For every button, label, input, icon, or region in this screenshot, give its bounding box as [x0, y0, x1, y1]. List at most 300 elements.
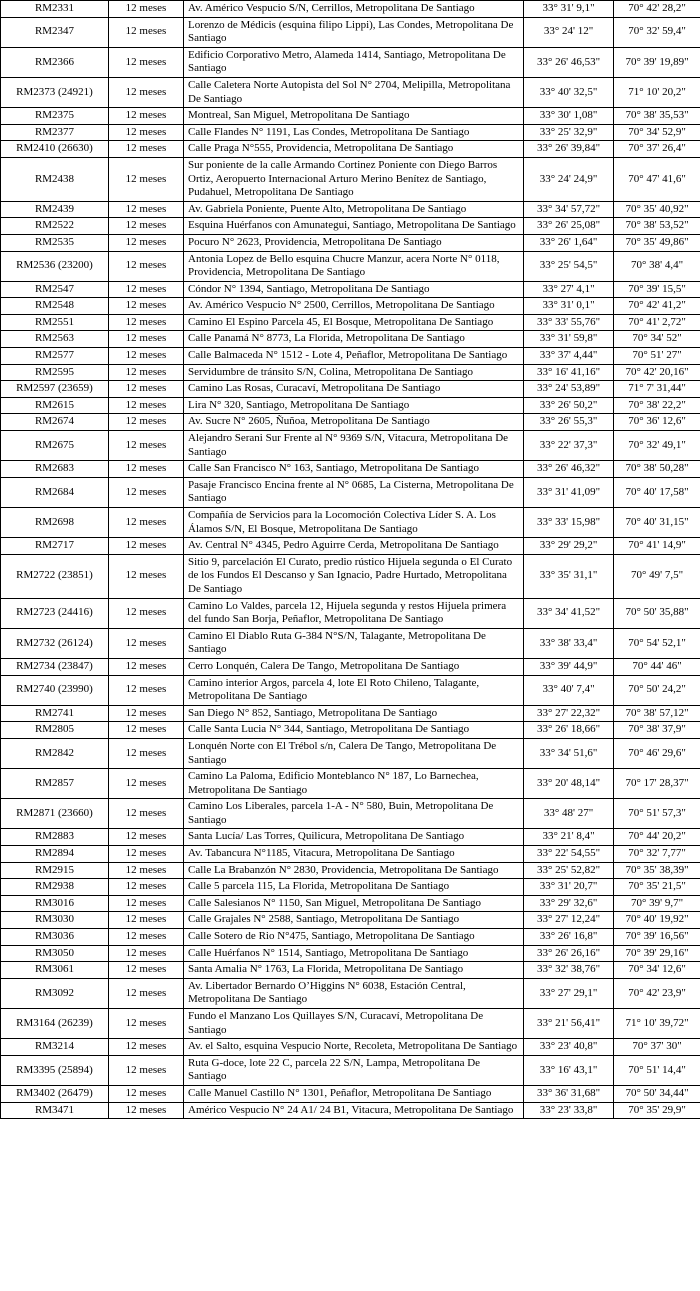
cell-latitude: 33° 31' 59,8" — [524, 331, 614, 348]
cell-duration: 12 meses — [109, 108, 184, 125]
cell-latitude: 33° 29' 32,6" — [524, 895, 614, 912]
cell-station-id: RM3164 (26239) — [1, 1009, 109, 1039]
cell-station-id: RM2842 — [1, 738, 109, 768]
cell-station-id: RM2347 — [1, 17, 109, 47]
cell-address: Santa Lucía/ Las Torres, Quilicura, Metropolitana De Santiago — [184, 829, 524, 846]
cell-latitude: 33° 26' 25,08" — [524, 218, 614, 235]
cell-longitude: 70° 41' 14,9" — [614, 538, 700, 555]
cell-longitude: 70° 38' 57,12" — [614, 705, 700, 722]
cell-station-id: RM2857 — [1, 769, 109, 799]
cell-station-id: RM3036 — [1, 929, 109, 946]
table-row — [1, 348, 700, 365]
cell-longitude: 70° 37' 26,4" — [614, 141, 700, 158]
cell-duration: 12 meses — [109, 846, 184, 863]
cell-address: Calle La Brabanzón N° 2830, Providencia, Metropolitana De Santiago — [184, 862, 524, 879]
cell-duration: 12 meses — [109, 598, 184, 628]
cell-longitude: 70° 35' 21,5" — [614, 879, 700, 896]
cell-longitude: 70° 35' 40,92" — [614, 201, 700, 218]
cell-station-id: RM2548 — [1, 298, 109, 315]
cell-duration: 12 meses — [109, 431, 184, 461]
table-row — [1, 628, 700, 658]
table-row — [1, 414, 700, 431]
cell-address: Calle 5 parcela 115, La Florida, Metropolitana De Santiago — [184, 879, 524, 896]
cell-station-id: RM2522 — [1, 218, 109, 235]
cell-duration: 12 meses — [109, 658, 184, 675]
table-row — [1, 675, 700, 705]
table-row — [1, 298, 700, 315]
table-row — [1, 846, 700, 863]
cell-longitude: 70° 34' 52" — [614, 331, 700, 348]
table-row — [1, 1039, 700, 1056]
table-row — [1, 251, 700, 281]
cell-station-id: RM2597 (23659) — [1, 381, 109, 398]
cell-duration: 12 meses — [109, 281, 184, 298]
cell-station-id: RM2438 — [1, 157, 109, 201]
table-row — [1, 1102, 700, 1119]
cell-duration: 12 meses — [109, 331, 184, 348]
table-row — [1, 477, 700, 507]
cell-latitude: 33° 26' 46,53" — [524, 47, 614, 77]
cell-address: Calle Sotero de Rio N°475, Santiago, Metropolitana De Santiago — [184, 929, 524, 946]
table-row — [1, 124, 700, 141]
cell-station-id: RM2722 (23851) — [1, 554, 109, 598]
cell-latitude: 33° 23' 33,8" — [524, 1102, 614, 1119]
cell-latitude: 33° 27' 29,1" — [524, 978, 614, 1008]
cell-longitude: 70° 38' 4,4" — [614, 251, 700, 281]
cell-latitude: 33° 21' 56,41" — [524, 1009, 614, 1039]
cell-latitude: 33° 34' 41,52" — [524, 598, 614, 628]
cell-duration: 12 meses — [109, 348, 184, 365]
cell-duration: 12 meses — [109, 929, 184, 946]
cell-duration: 12 meses — [109, 17, 184, 47]
cell-address: Sur poniente de la calle Armando Cortinez Poniente con Diego Barros Ortiz, Aeropuerto Internacional Arturo Merino Benítez de Santiago, Pudahuel, Metropolitana De Santiago — [184, 157, 524, 201]
cell-address: Av. Tabancura N°1185, Vitacura, Metropolitana De Santiago — [184, 846, 524, 863]
table-row — [1, 1009, 700, 1039]
cell-duration: 12 meses — [109, 554, 184, 598]
cell-latitude: 33° 34' 51,6" — [524, 738, 614, 768]
cell-duration: 12 meses — [109, 1055, 184, 1085]
cell-longitude: 70° 42' 28,2" — [614, 1, 700, 18]
cell-longitude: 70° 38' 50,28" — [614, 461, 700, 478]
cell-station-id: RM2439 — [1, 201, 109, 218]
cell-address: Av. Gabriela Poniente, Puente Alto, Metropolitana De Santiago — [184, 201, 524, 218]
cell-latitude: 33° 26' 26,16" — [524, 945, 614, 962]
table-row — [1, 364, 700, 381]
cell-duration: 12 meses — [109, 705, 184, 722]
table-row — [1, 879, 700, 896]
table-row — [1, 554, 700, 598]
cell-longitude: 70° 49' 7,5" — [614, 554, 700, 598]
table-row — [1, 962, 700, 979]
table-row — [1, 431, 700, 461]
cell-longitude: 70° 34' 12,6" — [614, 962, 700, 979]
cell-duration: 12 meses — [109, 234, 184, 251]
cell-duration: 12 meses — [109, 218, 184, 235]
cell-address: Lonquén Norte con El Trébol s/n, Calera De Tango, Metropolitana De Santiago — [184, 738, 524, 768]
cell-station-id: RM2894 — [1, 846, 109, 863]
cell-station-id: RM2536 (23200) — [1, 251, 109, 281]
cell-latitude: 33° 26' 46,32" — [524, 461, 614, 478]
cell-longitude: 70° 35' 38,39" — [614, 862, 700, 879]
cell-latitude: 33° 20' 48,14" — [524, 769, 614, 799]
table-row — [1, 201, 700, 218]
table-row — [1, 1, 700, 18]
cell-station-id: RM2410 (26630) — [1, 141, 109, 158]
cell-station-id: RM3061 — [1, 962, 109, 979]
cell-longitude: 70° 40' 17,58" — [614, 477, 700, 507]
cell-longitude: 70° 38' 37,9" — [614, 722, 700, 739]
cell-latitude: 33° 29' 29,2" — [524, 538, 614, 555]
cell-station-id: RM2595 — [1, 364, 109, 381]
table-body — [1, 1, 700, 1119]
table-row — [1, 47, 700, 77]
cell-longitude: 70° 44' 46" — [614, 658, 700, 675]
cell-duration: 12 meses — [109, 381, 184, 398]
cell-station-id: RM2717 — [1, 538, 109, 555]
cell-latitude: 33° 26' 39,84" — [524, 141, 614, 158]
cell-duration: 12 meses — [109, 829, 184, 846]
cell-address: Montreal, San Miguel, Metropolitana De Santiago — [184, 108, 524, 125]
cell-longitude: 70° 54' 52,1" — [614, 628, 700, 658]
cell-station-id: RM2674 — [1, 414, 109, 431]
cell-address: Calle Balmaceda N° 1512 - Lote 4, Peñaflor, Metropolitana De Santiago — [184, 348, 524, 365]
cell-duration: 12 meses — [109, 738, 184, 768]
table-row — [1, 461, 700, 478]
cell-duration: 12 meses — [109, 298, 184, 315]
cell-station-id: RM3402 (26479) — [1, 1085, 109, 1102]
table-row — [1, 281, 700, 298]
cell-station-id: RM2883 — [1, 829, 109, 846]
table-row — [1, 508, 700, 538]
cell-latitude: 33° 24' 53,89" — [524, 381, 614, 398]
cell-latitude: 33° 31' 9,1" — [524, 1, 614, 18]
table-row — [1, 705, 700, 722]
cell-latitude: 33° 16' 41,16" — [524, 364, 614, 381]
cell-latitude: 33° 26' 18,66" — [524, 722, 614, 739]
cell-station-id: RM2675 — [1, 431, 109, 461]
cell-station-id: RM2375 — [1, 108, 109, 125]
cell-longitude: 70° 35' 49,86" — [614, 234, 700, 251]
cell-duration: 12 meses — [109, 397, 184, 414]
table-row — [1, 862, 700, 879]
cell-address: Américo Vespucio N° 24 A1/ 24 B1, Vitacura, Metropolitana De Santiago — [184, 1102, 524, 1119]
cell-duration: 12 meses — [109, 1085, 184, 1102]
cell-duration: 12 meses — [109, 945, 184, 962]
cell-station-id: RM2740 (23990) — [1, 675, 109, 705]
cell-duration: 12 meses — [109, 722, 184, 739]
cell-longitude: 70° 32' 59,4" — [614, 17, 700, 47]
cell-address: Sitio 9, parcelación El Curato, predio rústico Hijuela segunda o El Curato de los Fundos El Descanso y San Ignacio, Padre Hurtado, Metropolitana De Santiago — [184, 554, 524, 598]
table-row — [1, 1055, 700, 1085]
cell-address: Lorenzo de Médicis (esquina filipo Lippi), Las Condes, Metropolitana De Santiago — [184, 17, 524, 47]
cell-latitude: 33° 37' 4,44" — [524, 348, 614, 365]
cell-address: Calle Flandes N° 1191, Las Condes, Metropolitana De Santiago — [184, 124, 524, 141]
cell-longitude: 70° 39' 16,56" — [614, 929, 700, 946]
cell-address: Calle Santa Lucia N° 344, Santiago, Metropolitana De Santiago — [184, 722, 524, 739]
cell-address: Av. Libertador Bernardo O’Higgins N° 6038, Estación Central, Metropolitana De Santiago — [184, 978, 524, 1008]
cell-latitude: 33° 30' 1,08" — [524, 108, 614, 125]
cell-longitude: 70° 17' 28,37" — [614, 769, 700, 799]
cell-longitude: 70° 50' 35,88" — [614, 598, 700, 628]
cell-address: Servidumbre de tránsito S/N, Colina, Metropolitana De Santiago — [184, 364, 524, 381]
cell-latitude: 33° 22' 54,55" — [524, 846, 614, 863]
cell-latitude: 33° 22' 37,3" — [524, 431, 614, 461]
table-row — [1, 929, 700, 946]
cell-latitude: 33° 27' 4,1" — [524, 281, 614, 298]
cell-address: Calle Huérfanos N° 1514, Santiago, Metropolitana De Santiago — [184, 945, 524, 962]
cell-longitude: 70° 40' 19,92" — [614, 912, 700, 929]
cell-address: Calle Panamá N° 8773, La Florida, Metropolitana De Santiago — [184, 331, 524, 348]
cell-longitude: 71° 7' 31,44" — [614, 381, 700, 398]
cell-latitude: 33° 24' 12" — [524, 17, 614, 47]
cell-address: Av. Américo Vespucio S/N, Cerrillos, Metropolitana De Santiago — [184, 1, 524, 18]
table-row — [1, 397, 700, 414]
table-row — [1, 17, 700, 47]
cell-longitude: 70° 42' 41,2" — [614, 298, 700, 315]
cell-duration: 12 meses — [109, 314, 184, 331]
cell-longitude: 70° 36' 12,6" — [614, 414, 700, 431]
cell-duration: 12 meses — [109, 201, 184, 218]
cell-latitude: 33° 36' 31,68" — [524, 1085, 614, 1102]
table-row — [1, 799, 700, 829]
cell-duration: 12 meses — [109, 628, 184, 658]
cell-latitude: 33° 24' 24,9" — [524, 157, 614, 201]
cell-address: Calle Praga N°555, Providencia, Metropolitana De Santiago — [184, 141, 524, 158]
cell-longitude: 70° 39' 19,89" — [614, 47, 700, 77]
cell-latitude: 33° 26' 50,2" — [524, 397, 614, 414]
cell-station-id: RM2684 — [1, 477, 109, 507]
cell-station-id: RM2732 (26124) — [1, 628, 109, 658]
table-row — [1, 141, 700, 158]
cell-address: Calle Manuel Castillo N° 1301, Peñaflor, Metropolitana De Santiago — [184, 1085, 524, 1102]
cell-station-id: RM3214 — [1, 1039, 109, 1056]
cell-address: Calle Caletera Norte Autopista del Sol N° 2704, Melipilla, Metropolitana De Santiago — [184, 77, 524, 107]
cell-duration: 12 meses — [109, 77, 184, 107]
table-row — [1, 234, 700, 251]
cell-latitude: 33° 32' 38,76" — [524, 962, 614, 979]
cell-longitude: 70° 44' 20,2" — [614, 829, 700, 846]
cell-latitude: 33° 25' 32,9" — [524, 124, 614, 141]
cell-address: Av. Central N° 4345, Pedro Aguirre Cerda, Metropolitana De Santiago — [184, 538, 524, 555]
cell-latitude: 33° 25' 52,82" — [524, 862, 614, 879]
cell-duration: 12 meses — [109, 124, 184, 141]
cell-address: Camino El Diablo Ruta G-384 N°S/N, Talagante, Metropolitana De Santiago — [184, 628, 524, 658]
cell-address: Av. el Salto, esquina Vespucio Norte, Recoleta, Metropolitana De Santiago — [184, 1039, 524, 1056]
cell-station-id: RM2683 — [1, 461, 109, 478]
cell-latitude: 33° 31' 0,1" — [524, 298, 614, 315]
cell-longitude: 70° 51' 57,3" — [614, 799, 700, 829]
cell-address: Calle Grajales N° 2588, Santiago, Metropolitana De Santiago — [184, 912, 524, 929]
cell-latitude: 33° 27' 12,24" — [524, 912, 614, 929]
cell-address: Cerro Lonquén, Calera De Tango, Metropolitana De Santiago — [184, 658, 524, 675]
cell-duration: 12 meses — [109, 1039, 184, 1056]
cell-longitude: 70° 35' 29,9" — [614, 1102, 700, 1119]
cell-longitude: 70° 34' 52,9" — [614, 124, 700, 141]
cell-duration: 12 meses — [109, 461, 184, 478]
cell-station-id: RM2331 — [1, 1, 109, 18]
cell-station-id: RM2698 — [1, 508, 109, 538]
cell-longitude: 70° 42' 20,16" — [614, 364, 700, 381]
cell-duration: 12 meses — [109, 538, 184, 555]
cell-latitude: 33° 23' 40,8" — [524, 1039, 614, 1056]
cell-address: Ruta G-doce, lote 22 C, parcela 22 S/N, Lampa, Metropolitana De Santiago — [184, 1055, 524, 1085]
cell-duration: 12 meses — [109, 675, 184, 705]
cell-latitude: 33° 26' 55,3" — [524, 414, 614, 431]
cell-station-id: RM3395 (25894) — [1, 1055, 109, 1085]
table-row — [1, 769, 700, 799]
table-row — [1, 945, 700, 962]
cell-station-id: RM2871 (23660) — [1, 799, 109, 829]
cell-duration: 12 meses — [109, 251, 184, 281]
cell-station-id: RM2615 — [1, 397, 109, 414]
cell-duration: 12 meses — [109, 769, 184, 799]
table-row — [1, 314, 700, 331]
cell-address: Pocuro N° 2623, Providencia, Metropolitana De Santiago — [184, 234, 524, 251]
cell-duration: 12 meses — [109, 1, 184, 18]
cell-longitude: 70° 42' 23,9" — [614, 978, 700, 1008]
cell-longitude: 70° 32' 7,77" — [614, 846, 700, 863]
cell-latitude: 33° 31' 20,7" — [524, 879, 614, 896]
table-row — [1, 108, 700, 125]
cell-address: Camino Lo Valdes, parcela 12, Hijuela segunda y restos Hijuela primera del fundo San Borja, Peñaflor, Metropolitana De Santiago — [184, 598, 524, 628]
cell-address: Calle Salesianos N° 1150, San Miguel, Metropolitana De Santiago — [184, 895, 524, 912]
table-row — [1, 658, 700, 675]
cell-latitude: 33° 26' 16,8" — [524, 929, 614, 946]
cell-station-id: RM2373 (24921) — [1, 77, 109, 107]
cell-longitude: 70° 38' 53,52" — [614, 218, 700, 235]
cell-station-id: RM2938 — [1, 879, 109, 896]
table-row — [1, 912, 700, 929]
cell-duration: 12 meses — [109, 477, 184, 507]
table-row — [1, 1085, 700, 1102]
cell-longitude: 70° 37' 30" — [614, 1039, 700, 1056]
cell-duration: 12 meses — [109, 912, 184, 929]
cell-address: Camino La Paloma, Edificio Monteblanco N° 187, Lo Barnechea, Metropolitana De Santiago — [184, 769, 524, 799]
cell-address: Av. Sucre N° 2605, Ñuñoa, Metropolitana De Santiago — [184, 414, 524, 431]
cell-latitude: 33° 33' 55,76" — [524, 314, 614, 331]
cell-longitude: 71° 10' 20,2" — [614, 77, 700, 107]
cell-station-id: RM3050 — [1, 945, 109, 962]
cell-latitude: 33° 39' 44,9" — [524, 658, 614, 675]
cell-latitude: 33° 26' 1,64" — [524, 234, 614, 251]
cell-duration: 12 meses — [109, 1009, 184, 1039]
cell-station-id: RM2723 (24416) — [1, 598, 109, 628]
cell-address: Camino Las Rosas, Curacaví, Metropolitana De Santiago — [184, 381, 524, 398]
cell-duration: 12 meses — [109, 414, 184, 431]
table-row — [1, 598, 700, 628]
cell-address: Esquina Huérfanos con Amunategui, Santiago, Metropolitana De Santiago — [184, 218, 524, 235]
cell-duration: 12 meses — [109, 862, 184, 879]
table-row — [1, 738, 700, 768]
cell-address: Antonia Lopez de Bello esquina Chucre Manzur, acera Norte N° 0118, Providencia, Metropolitana De Santiago — [184, 251, 524, 281]
cell-latitude: 33° 40' 32,5" — [524, 77, 614, 107]
cell-duration: 12 meses — [109, 1102, 184, 1119]
cell-longitude: 70° 51' 27" — [614, 348, 700, 365]
table-row — [1, 895, 700, 912]
cell-longitude: 70° 46' 29,6" — [614, 738, 700, 768]
cell-longitude: 70° 39' 9,7" — [614, 895, 700, 912]
cell-station-id: RM3092 — [1, 978, 109, 1008]
cell-address: Lira N° 320, Santiago, Metropolitana De Santiago — [184, 397, 524, 414]
cell-latitude: 33° 48' 27" — [524, 799, 614, 829]
cell-duration: 12 meses — [109, 157, 184, 201]
table-row — [1, 157, 700, 201]
table-row — [1, 829, 700, 846]
cell-latitude: 33° 40' 7,4" — [524, 675, 614, 705]
table-row — [1, 331, 700, 348]
cell-station-id: RM2563 — [1, 331, 109, 348]
cell-latitude: 33° 38' 33,4" — [524, 628, 614, 658]
cell-address: San Diego N° 852, Santiago, Metropolitana De Santiago — [184, 705, 524, 722]
cell-address: Camino El Espino Parcela 45, El Bosque, Metropolitana De Santiago — [184, 314, 524, 331]
cell-longitude: 70° 50' 24,2" — [614, 675, 700, 705]
cell-address: Camino interior Argos, parcela 4, lote El Roto Chileno, Talagante, Metropolitana De Santiago — [184, 675, 524, 705]
cell-station-id: RM2547 — [1, 281, 109, 298]
cell-address: Camino Los Liberales, parcela 1-A - N° 580, Buin, Metropolitana De Santiago — [184, 799, 524, 829]
cell-longitude: 70° 39' 15,5" — [614, 281, 700, 298]
cell-longitude: 70° 40' 31,15" — [614, 508, 700, 538]
cell-longitude: 70° 51' 14,4" — [614, 1055, 700, 1085]
cell-latitude: 33° 34' 57,72" — [524, 201, 614, 218]
cell-address: Cóndor N° 1394, Santiago, Metropolitana De Santiago — [184, 281, 524, 298]
table-row — [1, 722, 700, 739]
cell-latitude: 33° 33' 15,98" — [524, 508, 614, 538]
cell-station-id: RM3030 — [1, 912, 109, 929]
cell-station-id: RM2366 — [1, 47, 109, 77]
cell-latitude: 33° 27' 22,32" — [524, 705, 614, 722]
cell-longitude: 70° 50' 34,44" — [614, 1085, 700, 1102]
cell-duration: 12 meses — [109, 364, 184, 381]
table-row — [1, 218, 700, 235]
cell-longitude: 70° 39' 29,16" — [614, 945, 700, 962]
cell-longitude: 70° 32' 49,1" — [614, 431, 700, 461]
cell-duration: 12 meses — [109, 895, 184, 912]
cell-station-id: RM3471 — [1, 1102, 109, 1119]
cell-latitude: 33° 31' 41,09" — [524, 477, 614, 507]
cell-longitude: 70° 38' 22,2" — [614, 397, 700, 414]
cell-duration: 12 meses — [109, 47, 184, 77]
cell-latitude: 33° 25' 54,5" — [524, 251, 614, 281]
table-row — [1, 978, 700, 1008]
cell-address: Edificio Corporativo Metro, Alameda 1414, Santiago, Metropolitana De Santiago — [184, 47, 524, 77]
cell-address: Santa Amalia N° 1763, La Florida, Metropolitana De Santiago — [184, 962, 524, 979]
cell-address: Compañía de Servicios para la Locomoción Colectiva Líder S. A. Los Álamos S/N, El Bosque, Metropolitana De Santiago — [184, 508, 524, 538]
cell-duration: 12 meses — [109, 508, 184, 538]
cell-station-id: RM3016 — [1, 895, 109, 912]
cell-station-id: RM2734 (23847) — [1, 658, 109, 675]
cell-duration: 12 meses — [109, 879, 184, 896]
table-row — [1, 77, 700, 107]
table-row — [1, 538, 700, 555]
cell-station-id: RM2551 — [1, 314, 109, 331]
cell-address: Pasaje Francisco Encina frente al N° 0685, La Cisterna, Metropolitana De Santiago — [184, 477, 524, 507]
cell-duration: 12 meses — [109, 141, 184, 158]
cell-address: Alejandro Serani Sur Frente al N° 9369 S/N, Vitacura, Metropolitana De Santiago — [184, 431, 524, 461]
cell-longitude: 70° 47' 41,6" — [614, 157, 700, 201]
cell-station-id: RM2577 — [1, 348, 109, 365]
cell-latitude: 33° 35' 31,1" — [524, 554, 614, 598]
cell-station-id: RM2915 — [1, 862, 109, 879]
cell-duration: 12 meses — [109, 962, 184, 979]
cell-duration: 12 meses — [109, 799, 184, 829]
cell-station-id: RM2741 — [1, 705, 109, 722]
cell-latitude: 33° 21' 8,4" — [524, 829, 614, 846]
cell-longitude: 71° 10' 39,72" — [614, 1009, 700, 1039]
cell-station-id: RM2805 — [1, 722, 109, 739]
cell-address: Fundo el Manzano Los Quillayes S/N, Curacaví, Metropolitana De Santiago — [184, 1009, 524, 1039]
cell-latitude: 33° 16' 43,1" — [524, 1055, 614, 1085]
cell-station-id: RM2377 — [1, 124, 109, 141]
